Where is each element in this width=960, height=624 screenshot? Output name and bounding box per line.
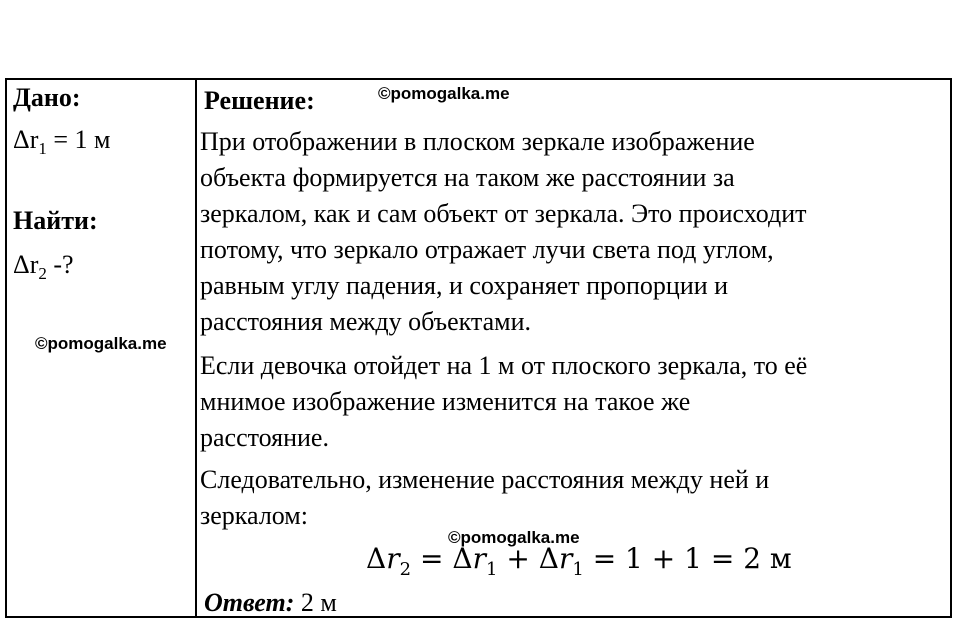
answer-value: 2 м — [294, 588, 337, 617]
paragraph-1-line: зеркалом, как и сам объект от зеркала. Это происходит — [200, 199, 807, 228]
paragraph-3 — [200, 462, 769, 534]
watermark-bottom: ©pomogalka.me — [448, 528, 580, 547]
formula-var: r — [472, 542, 486, 575]
find-r2-symbol: Δr — [13, 250, 39, 279]
answer — [204, 588, 337, 618]
formula-delta: Δ — [452, 542, 473, 575]
paragraph-1-line: При отображении в плоском зеркале изображение — [200, 127, 755, 156]
formula: $\Delta r_2 = \Delta r_1 + \Delta r_1 = 1 + 1 = 2$ м — [366, 542, 792, 580]
formula-var: r — [386, 542, 400, 575]
paragraph-1-line: расстояния между объектами. — [200, 307, 532, 336]
given-r1-symbol: Δr — [13, 125, 39, 154]
formula-sub: 1 — [485, 559, 498, 580]
given-r1-subscript: 1 — [38, 139, 47, 158]
column-divider — [195, 80, 197, 616]
formula-sub: 1 — [572, 559, 584, 580]
answer-label: Ответ: — [204, 588, 295, 617]
formula-delta: Δ — [366, 542, 387, 575]
formula-delta: Δ — [538, 542, 559, 575]
paragraph-1-line: объекта формируется на таком же расстоянии за — [200, 163, 735, 192]
find-r2-value: -? — [46, 250, 74, 279]
paragraph-1-line: равным углу падения, и сохраняет пропорции и — [200, 271, 729, 300]
watermark-left: ©pomogalka.me — [35, 334, 167, 353]
paragraph-2-line: Если девочка отойдет на 1 м от плоского зеркала, то её — [200, 351, 808, 380]
find-title: Найти: — [13, 206, 98, 235]
paragraph-3-line: зеркалом: — [200, 501, 308, 530]
formula-rhs: = 1 + 1 = 2 м — [583, 542, 792, 575]
find-r2 — [13, 250, 74, 289]
given-r1 — [13, 125, 111, 164]
paragraph-2-line: расстояние. — [200, 423, 329, 452]
paragraph-3-line: Следовательно, изменение расстояния между ней и — [200, 465, 770, 494]
paragraph-1-line: потому, что зеркало отражает лучи света под углом, — [200, 235, 774, 264]
solution-title: Решение: — [204, 86, 315, 115]
paragraph-1 — [200, 124, 806, 340]
paragraph-2-line: мнимое изображение изменится на такое же — [200, 387, 691, 416]
given-title: Дано: — [13, 83, 81, 112]
find-r2-subscript: 2 — [38, 264, 47, 283]
given-r1-value: = 1 м — [46, 125, 111, 154]
formula-var: r — [558, 542, 573, 575]
paragraph-2 — [200, 348, 807, 456]
watermark-top: ©pomogalka.me — [378, 84, 510, 103]
formula-sub: 2 — [399, 559, 412, 580]
